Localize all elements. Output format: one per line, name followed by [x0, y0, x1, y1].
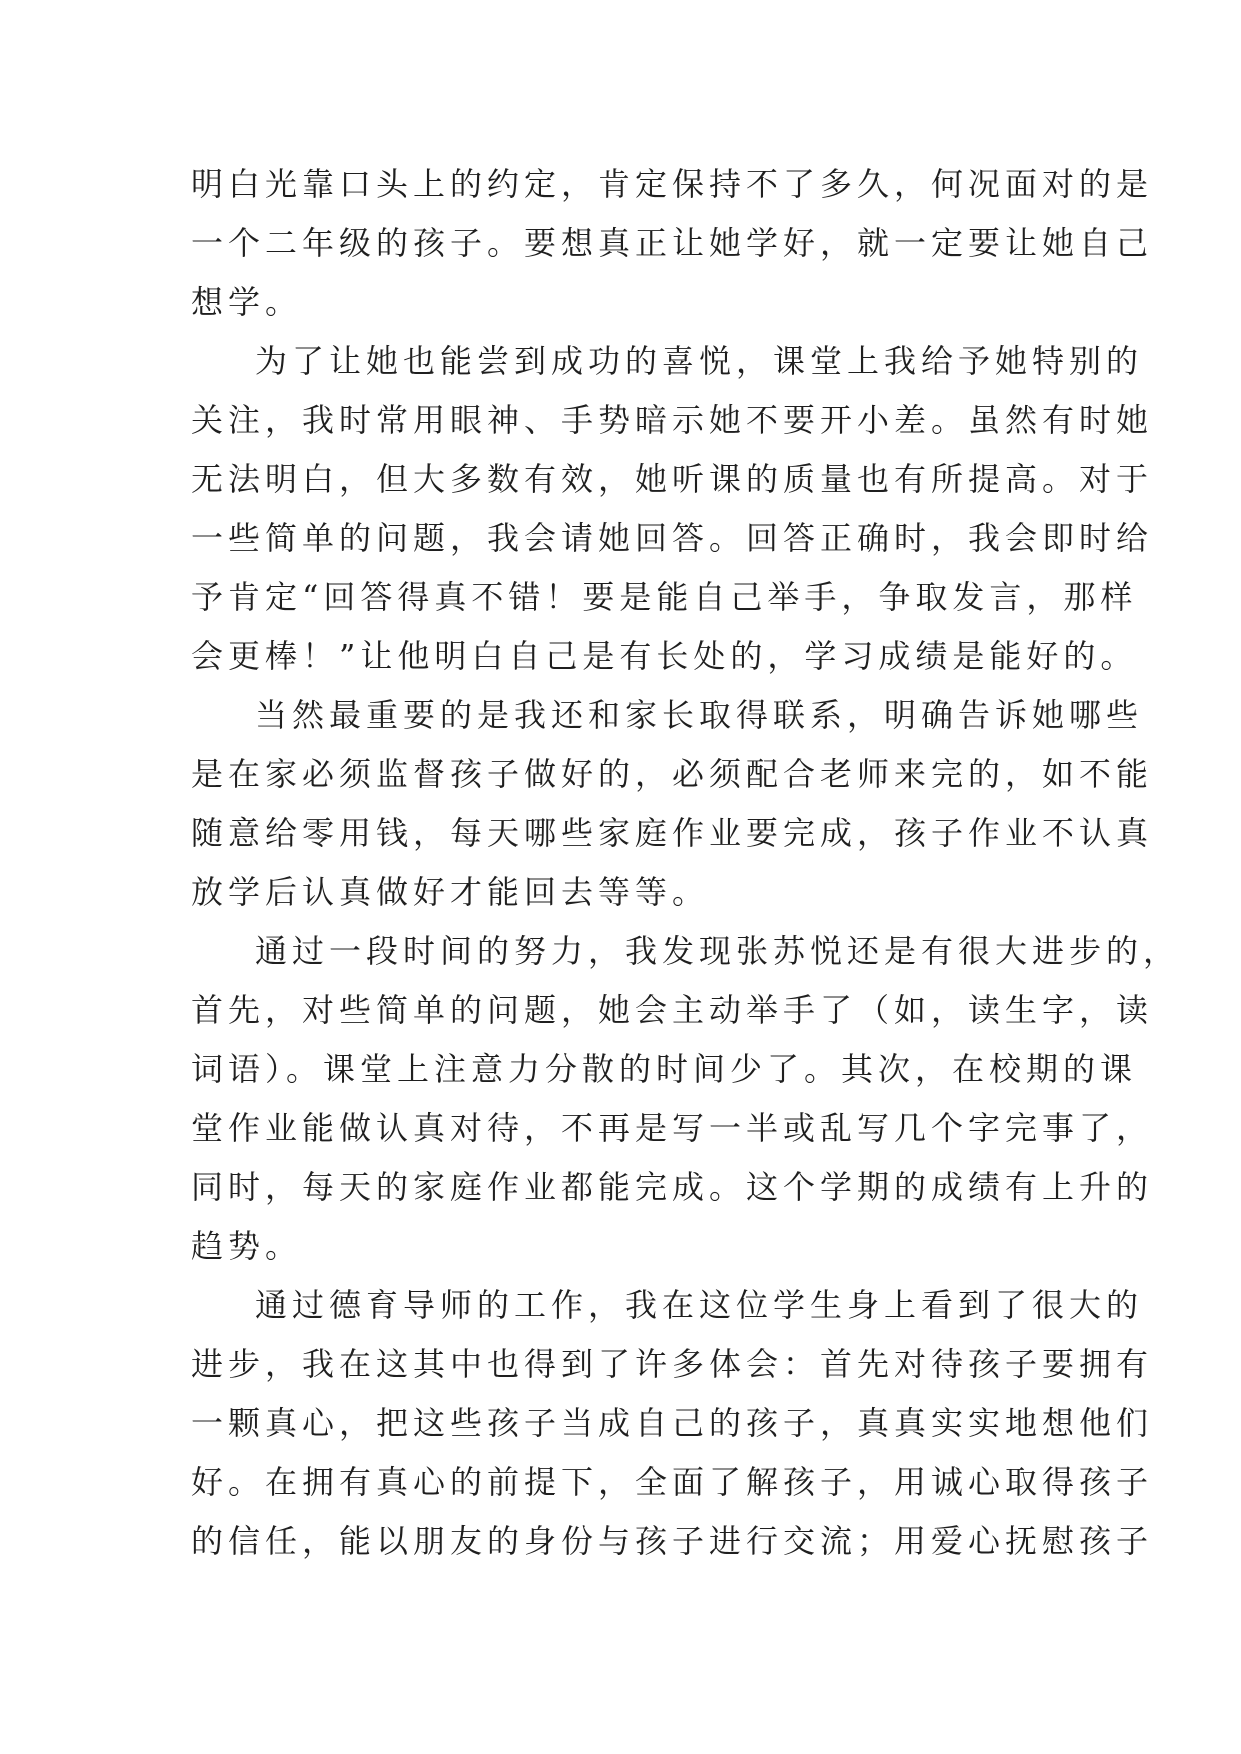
- text-line: 为了让她也能尝到成功的喜悦，课堂上我给予她特别的: [255, 342, 1144, 380]
- text-line: 明白光靠口头上的约定，肯定保持不了多久，何况面对的是: [191, 165, 1154, 203]
- text-line: 的信任，能以朋友的身份与孩子进行交流；用爱心抚慰孩子: [191, 1522, 1154, 1560]
- text-line: 一些简单的问题，我会请她回答。回答正确时，我会即时给: [191, 519, 1154, 557]
- body-text: [191, 155, 1181, 1571]
- text-line: 一颗真心，把这些孩子当成自己的孩子，真真实实地想他们: [191, 1404, 1154, 1442]
- paragraph-1: [191, 155, 1154, 332]
- text-line: 关注，我时常用眼神、手势暗示她不要开小差。虽然有时她: [191, 401, 1154, 439]
- text-line: 趋势。: [191, 1227, 303, 1265]
- text-line: 随意给零用钱，每天哪些家庭作业要完成，孩子作业不认真: [191, 814, 1154, 852]
- text-line: 放学后认真做好才能回去等等。: [191, 873, 710, 911]
- text-line: 当然最重要的是我还和家长取得联系，明确告诉她哪些: [255, 696, 1144, 734]
- text-line: 一个二年级的孩子。要想真正让她学好，就一定要让她自己: [191, 224, 1154, 262]
- text-line: 无法明白，但大多数有效，她听课的质量也有所提高。对于: [191, 460, 1154, 498]
- text-line: 是在家必须监督孩子做好的，必须配合老师来完的，如不能: [191, 755, 1154, 793]
- text-line: 堂作业能做认真对待，不再是写一半或乱写几个字完事了，: [191, 1109, 1154, 1147]
- text-line: 予肯定“回答得真不错！要是能自己举手，争取发言，那样: [191, 578, 1138, 616]
- text-line: 词语）。课堂上注意力分散的时间少了。其次，在校期的课: [191, 1050, 1138, 1088]
- text-line: 会更棒！”让他明白自己是有长处的，学习成绩是能好的。: [191, 637, 1138, 675]
- text-line: 想学。: [191, 283, 303, 321]
- paragraph-4: [191, 922, 1181, 1276]
- paragraph-5: [191, 1276, 1154, 1571]
- paragraph-3: [191, 686, 1154, 922]
- text-line: 通过德育导师的工作，我在这位学生身上看到了很大的: [255, 1286, 1144, 1324]
- text-line: 同时，每天的家庭作业都能完成。这个学期的成绩有上升的: [191, 1168, 1154, 1206]
- text-line: 进步，我在这其中也得到了许多体会：首先对待孩子要拥有: [191, 1345, 1154, 1383]
- text-line: 好。在拥有真心的前提下，全面了解孩子，用诚心取得孩子: [191, 1463, 1154, 1501]
- text-line: 首先，对些简单的问题，她会主动举手了（如，读生字，读: [191, 991, 1154, 1029]
- text-line: 通过一段时间的努力，我发现张苏悦还是有很大进步的，: [255, 932, 1181, 970]
- paragraph-2: [191, 332, 1154, 686]
